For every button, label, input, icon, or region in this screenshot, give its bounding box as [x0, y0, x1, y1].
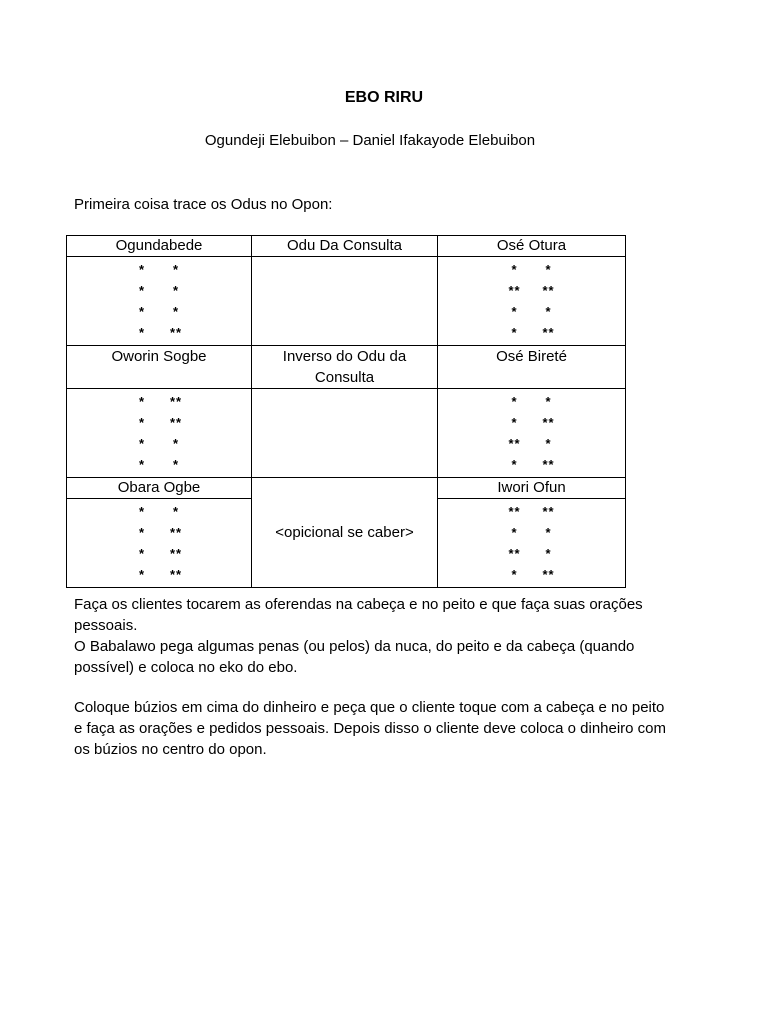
odu-mark: ** — [542, 567, 555, 582]
odu-marks-cell — [67, 389, 252, 478]
odu-marks-cell — [438, 499, 626, 588]
odu-marks-cell — [67, 257, 252, 346]
odu-mark: * — [138, 457, 146, 472]
odu-mark-row — [67, 259, 251, 280]
odu-mark: * — [545, 525, 552, 540]
odu-name-cell: Osé Bireté — [438, 346, 626, 389]
odu-mark: * — [545, 262, 552, 277]
odu-mark: * — [138, 262, 146, 277]
odu-mark: * — [511, 567, 518, 582]
odu-mark-row — [438, 564, 625, 585]
odu-mark-row — [67, 412, 251, 433]
odu-mark: ** — [542, 415, 555, 430]
odu-mark-row — [67, 564, 251, 585]
odu-mark: ** — [508, 504, 521, 519]
intro-text: Primeira coisa trace os Odus no Opon: — [74, 196, 333, 213]
odu-mark: * — [138, 283, 146, 298]
odu-mark: * — [138, 525, 146, 540]
odu-name-cell: Oworin Sogbe — [67, 346, 252, 389]
document-subtitle: Ogundeji Elebuibon – Daniel Ifakayode Elebuibon — [204, 132, 536, 149]
odu-table — [66, 235, 626, 588]
odu-mark: * — [545, 436, 552, 451]
odu-mark: ** — [169, 394, 183, 409]
odu-mark: * — [511, 304, 518, 319]
odu-marks-cell — [438, 389, 626, 478]
odu-mark-row — [438, 280, 625, 301]
odu-mark-row — [67, 454, 251, 475]
odu-marks-cell — [67, 499, 252, 588]
odu-mark: ** — [169, 567, 183, 582]
odu-mark: * — [511, 325, 518, 340]
odu-mark: * — [138, 394, 146, 409]
odu-mark-row — [67, 322, 251, 343]
paragraph: Coloque búzios em cima do dinheiro e peça que o cliente toque com a cabeça e no peito e faça as orações e pedidos pessoais. Depois disso o cliente deve coloca o dinheiro com os búzios no centro do opon. — [74, 699, 667, 758]
odu-mark-row — [67, 391, 251, 412]
odu-mark-row — [438, 259, 625, 280]
odu-mark: ** — [508, 546, 521, 561]
odu-mark: * — [545, 394, 552, 409]
odu-mark: * — [138, 436, 146, 451]
odu-mark-row — [438, 454, 625, 475]
odu-mark-row — [438, 501, 625, 522]
paragraph-block-1 — [74, 594, 674, 678]
odu-mark: * — [172, 262, 180, 277]
empty-cell — [252, 389, 438, 478]
odu-mark-row — [438, 322, 625, 343]
odu-mark: * — [138, 546, 146, 561]
odu-mark: * — [511, 525, 518, 540]
odu-mark: * — [138, 504, 146, 519]
optional-cell: <opicional se caber> — [252, 478, 438, 588]
odu-mark: ** — [508, 436, 521, 451]
odu-mark: ** — [542, 457, 555, 472]
odu-mark-row — [67, 501, 251, 522]
odu-name-cell: Ogundabede — [67, 236, 252, 257]
odu-mark-row — [67, 301, 251, 322]
odu-mark: ** — [542, 325, 555, 340]
odu-mark: * — [545, 546, 552, 561]
odu-da-consulta-header: Odu Da Consulta — [252, 236, 438, 257]
odu-mark-row — [438, 412, 625, 433]
odu-mark: * — [511, 415, 518, 430]
odu-mark: * — [545, 304, 552, 319]
odu-mark-row — [67, 522, 251, 543]
odu-mark: * — [511, 262, 518, 277]
odu-mark-row — [438, 433, 625, 454]
odu-mark-row — [67, 433, 251, 454]
odu-name-cell: Osé Otura — [438, 236, 626, 257]
odu-mark-row — [438, 391, 625, 412]
paragraph-block-2 — [74, 697, 674, 760]
odu-mark-row — [438, 543, 625, 564]
odu-mark: ** — [542, 283, 555, 298]
odu-marks-cell — [438, 257, 626, 346]
odu-mark: * — [511, 457, 518, 472]
inverso-header: Inverso do Odu da Consulta — [252, 346, 438, 389]
empty-cell — [252, 257, 438, 346]
odu-mark: * — [138, 567, 146, 582]
odu-mark: ** — [169, 325, 183, 340]
odu-mark-row — [67, 543, 251, 564]
odu-mark: ** — [542, 504, 555, 519]
odu-mark: * — [172, 457, 180, 472]
odu-mark: * — [138, 415, 146, 430]
document-title: EBO RIRU — [344, 89, 424, 106]
odu-mark: * — [172, 304, 180, 319]
odu-name-cell: Iwori Ofun — [438, 478, 626, 499]
odu-mark: * — [138, 325, 146, 340]
odu-mark: ** — [169, 415, 183, 430]
odu-mark: * — [172, 283, 180, 298]
odu-mark-row — [438, 522, 625, 543]
odu-mark-row — [67, 280, 251, 301]
odu-mark: ** — [169, 546, 183, 561]
odu-mark: ** — [508, 283, 521, 298]
odu-mark: ** — [169, 525, 183, 540]
odu-mark: * — [172, 436, 180, 451]
odu-mark-row — [438, 301, 625, 322]
odu-mark: * — [511, 394, 518, 409]
odu-mark: * — [138, 304, 146, 319]
odu-mark: * — [172, 504, 180, 519]
paragraph: O Babalawo pega algumas penas (ou pelos) da nuca, do peito e da cabeça (quando possível) e coloca no eko do ebo. — [74, 638, 635, 676]
paragraph: Faça os clientes tocarem as oferendas na cabeça e no peito e que faça suas orações pessoais. — [74, 596, 643, 634]
odu-name-cell: Obara Ogbe — [67, 478, 252, 499]
